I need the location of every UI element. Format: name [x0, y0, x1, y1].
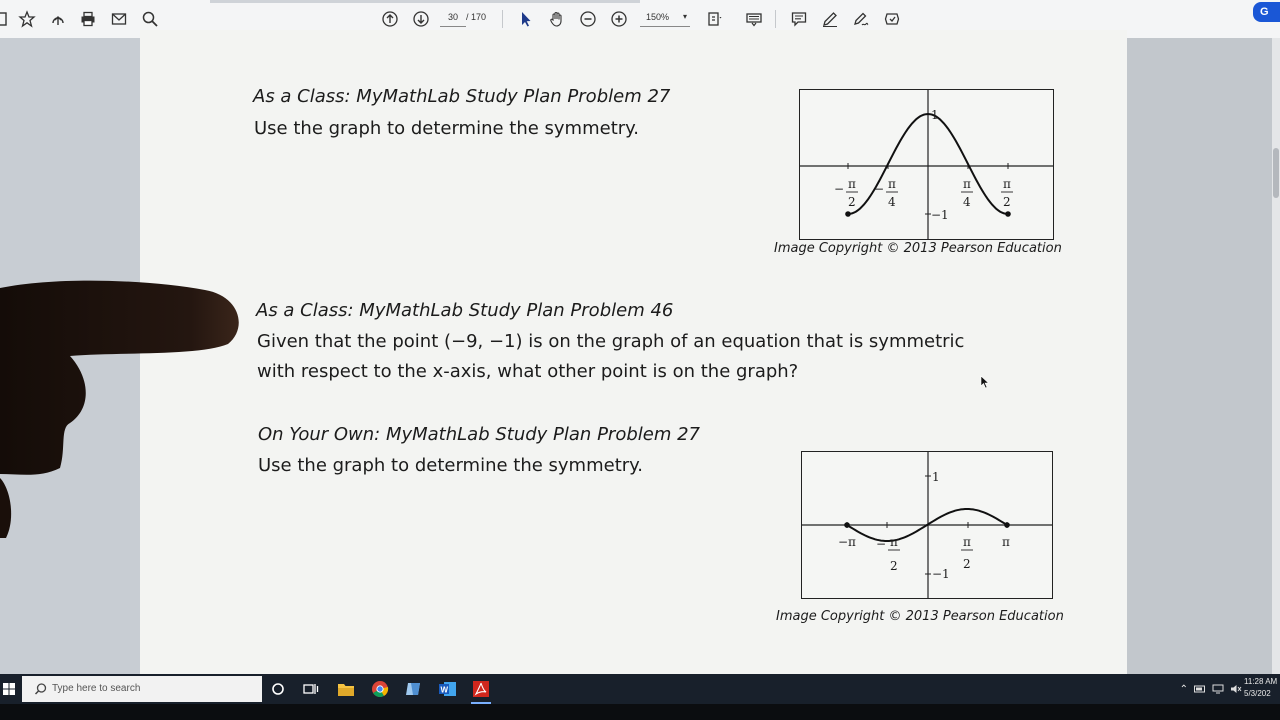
acrobat-icon[interactable] — [470, 678, 492, 700]
label-neg-half-pi-sign: − — [834, 182, 845, 196]
clock-date: 5/3/202 — [1244, 689, 1271, 698]
chrome-icon[interactable] — [369, 678, 391, 700]
zoom-level-dropdown[interactable] — [640, 8, 690, 27]
zoom-out-icon[interactable] — [578, 9, 598, 29]
graph-sine-svg — [802, 452, 1052, 598]
select-cursor-icon[interactable] — [516, 9, 536, 29]
user-avatar[interactable] — [1253, 2, 1280, 22]
label-half-pi-den: 2 — [963, 557, 971, 571]
pencil-icon[interactable] — [820, 9, 840, 29]
comment-icon[interactable] — [789, 9, 809, 29]
mouse-cursor-icon — [980, 375, 990, 389]
system-tray — [1180, 674, 1242, 704]
label-neg-half-pi-sign: − — [876, 537, 887, 551]
screen-bezel — [0, 704, 1280, 720]
vertical-scrollbar[interactable] — [1272, 38, 1280, 674]
label-neg-quarter-pi-sign: − — [874, 182, 885, 196]
page-number-input[interactable]: 30 — [440, 8, 466, 27]
endpoint-left — [845, 211, 851, 217]
clock-time: 11:28 AM — [1244, 677, 1278, 686]
label-half-pi-num: π — [1003, 177, 1011, 191]
pointing-finger — [0, 278, 245, 538]
label-neg-quarter-pi-num: π — [888, 177, 896, 191]
label-neg-half-pi-den: 2 — [890, 559, 898, 573]
endpoint-right — [1005, 211, 1011, 217]
fit-page-icon[interactable] — [705, 9, 725, 29]
mail-icon[interactable] — [109, 9, 129, 29]
label-half-pi-num: π — [963, 535, 971, 549]
stamp-icon[interactable] — [882, 9, 902, 29]
label-half-pi-den: 2 — [1003, 195, 1011, 209]
endpoint-right — [1004, 522, 1010, 528]
chevron-down-icon: ▾ — [682, 12, 687, 21]
print-icon[interactable] — [78, 9, 98, 29]
section3-heading: On Your Own: MyMathLab Study Plan Problem 27 — [258, 424, 700, 445]
bookmark-icon[interactable] — [0, 9, 14, 29]
search-icon[interactable] — [140, 9, 160, 29]
section2-line2: with respect to the x-axis, what other point is on the graph? — [257, 361, 799, 382]
svg-text:W: W — [440, 685, 449, 695]
word-icon[interactable] — [437, 678, 459, 700]
toolbar-divider — [502, 10, 503, 28]
start-button[interactable] — [0, 674, 18, 704]
scrollbar-thumb[interactable] — [1273, 148, 1279, 198]
toolbar-divider — [775, 10, 776, 28]
search-icon — [34, 682, 48, 696]
file-explorer-icon[interactable] — [335, 678, 357, 700]
pdf-page — [140, 30, 1127, 675]
star-icon[interactable] — [17, 9, 37, 29]
next-page-icon[interactable] — [411, 9, 431, 29]
section1-body: Use the graph to determine the symmetry. — [254, 118, 639, 139]
windows-taskbar — [0, 674, 1280, 720]
network-icon[interactable] — [1212, 684, 1224, 694]
zoom-in-icon[interactable] — [609, 9, 629, 29]
section1-copyright: Image Copyright © 2013 Pearson Education — [774, 241, 1062, 256]
previous-page-icon[interactable] — [380, 9, 400, 29]
task-view-icon[interactable] — [300, 678, 322, 700]
label-neg-quarter-pi-den: 4 — [888, 195, 896, 209]
label-neg-half-pi-num: π — [848, 177, 856, 191]
label-quarter-pi-den: 4 — [963, 195, 971, 209]
hand-tool-icon[interactable] — [547, 9, 567, 29]
taskbar-search-placeholder: Type here to search — [52, 683, 141, 694]
label-neg-half-pi-num: π — [890, 535, 898, 549]
graph-cosine-even — [799, 89, 1054, 240]
label-neg-pi: −π — [838, 535, 856, 549]
fill-sign-icon[interactable] — [851, 9, 871, 29]
section1-heading: As a Class: MyMathLab Study Plan Problem 27 — [253, 86, 671, 107]
windows-logo-icon — [3, 683, 15, 695]
label-neg-half-pi-den: 2 — [848, 195, 856, 209]
y-label-1: 1 — [931, 108, 939, 122]
section2-heading: As a Class: MyMathLab Study Plan Problem 46 — [256, 300, 674, 321]
user-avatar-initial: G — [1260, 6, 1269, 18]
label-quarter-pi-num: π — [963, 177, 971, 191]
graph-cosine-svg — [800, 90, 1053, 239]
viewer-right-margin — [1125, 38, 1280, 674]
graph-sine-odd — [801, 451, 1053, 599]
app-icon-blue[interactable] — [403, 678, 425, 700]
label-pi: π — [1002, 535, 1010, 549]
toolbar-top-strip — [210, 0, 640, 3]
chevron-up-icon[interactable]: ⌃ — [1179, 683, 1188, 695]
section2-line1: Given that the point (−9, −1) is on the graph of an equation that is symmetric — [257, 331, 965, 352]
section3-body: Use the graph to determine the symmetry. — [258, 455, 643, 476]
volume-icon[interactable] — [1230, 684, 1242, 694]
y-label-neg1: −1 — [932, 567, 950, 581]
battery-icon[interactable] — [1194, 684, 1206, 694]
taskbar-clock[interactable] — [1244, 676, 1280, 700]
keyboard-icon[interactable] — [744, 9, 764, 29]
section3-copyright: Image Copyright © 2013 Pearson Education — [776, 609, 1064, 624]
zoom-level-value: 150% — [646, 12, 670, 22]
y-label-1: 1 — [932, 470, 940, 484]
endpoint-left — [844, 522, 850, 528]
taskbar-search-input[interactable] — [22, 676, 262, 702]
cortana-icon[interactable] — [267, 678, 289, 700]
page-total-label: / 170 — [466, 12, 487, 22]
y-label-neg1: −1 — [931, 208, 949, 222]
upload-icon[interactable] — [48, 9, 68, 29]
